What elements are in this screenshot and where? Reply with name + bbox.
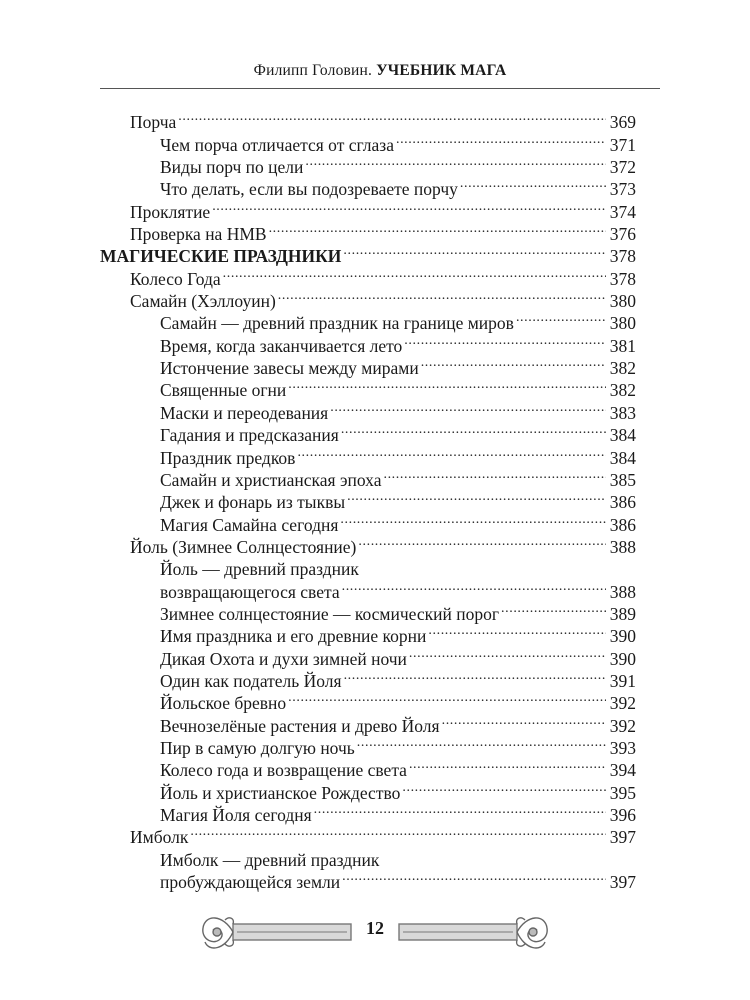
- toc-entry-page: 397: [609, 872, 636, 893]
- toc-entry-title: Виды порч по цели: [160, 157, 304, 178]
- toc-entry-title: Колесо Года: [130, 268, 221, 289]
- toc-entry-page: 384: [609, 425, 636, 446]
- dot-leader: [223, 262, 606, 284]
- header-book-title: УЧЕБНИК МАГА: [376, 62, 507, 79]
- dot-leader: [428, 620, 606, 642]
- dot-leader: [314, 799, 606, 821]
- dot-leader: [501, 598, 606, 620]
- dot-leader: [178, 106, 606, 128]
- toc-entry-page: 380: [609, 313, 636, 334]
- toc-entry-page: 388: [609, 581, 636, 602]
- toc-entry-title: Один как податель Йоля: [160, 670, 342, 691]
- toc-entry-title: Зимнее солнцестояние — космический порог: [160, 603, 500, 624]
- toc-entry-title: Чем порча отличается от сглаза: [160, 134, 394, 155]
- toc-entry-title: Магия Самайна сегодня: [160, 514, 339, 535]
- toc-entry-page: 380: [609, 291, 636, 312]
- toc-entry-title: Самайн и христианская эпоха: [160, 469, 382, 490]
- dot-leader: [305, 151, 606, 173]
- toc-entry-page: 388: [609, 536, 636, 557]
- toc-entry-page: 378: [609, 246, 636, 267]
- dot-leader: [330, 396, 606, 418]
- dot-leader: [409, 754, 606, 776]
- ornament-left-icon: [195, 900, 355, 964]
- dot-leader: [212, 195, 606, 217]
- ornament-right-icon: [395, 900, 555, 964]
- toc-entry-page: 397: [609, 827, 636, 848]
- toc-entry-page: 374: [609, 201, 636, 222]
- toc-entry-page: 373: [609, 179, 636, 200]
- dot-leader: [347, 486, 606, 508]
- toc-entry-title: Истончение завесы между мирами: [160, 358, 419, 379]
- toc-entry: [100, 106, 636, 133]
- toc-entry-title: возвращающегося света: [160, 581, 340, 602]
- page-number: 12: [366, 918, 384, 938]
- dot-leader: [342, 575, 606, 597]
- toc-entry-page: 383: [609, 402, 636, 423]
- dot-leader: [343, 240, 606, 262]
- toc-entry-page: 396: [609, 805, 636, 825]
- toc-entry-title: Время, когда заканчивается лето: [160, 335, 403, 356]
- toc-entry-page: 385: [609, 469, 636, 490]
- toc-entry-page: 390: [609, 626, 636, 647]
- toc-entry-title: Йоль (Зимнее Солнцестояние): [130, 536, 357, 557]
- dot-leader: [396, 128, 606, 150]
- dot-leader: [342, 866, 606, 888]
- toc-entry-page: 392: [609, 715, 636, 736]
- dot-leader: [278, 285, 606, 307]
- toc-entry-title: Имболк: [130, 827, 189, 848]
- page-footer: [195, 900, 555, 964]
- dot-leader: [404, 329, 606, 351]
- toc-entry-page: 382: [609, 358, 636, 379]
- toc-entry-title: пробуждающейся земли: [160, 872, 341, 893]
- toc-entry-title: Самайн — древний праздник на границе миров: [160, 313, 514, 334]
- toc-entry-page: 384: [609, 447, 636, 468]
- dot-leader: [341, 419, 606, 441]
- toc-entry-page: 393: [609, 737, 636, 758]
- dot-leader: [357, 732, 606, 754]
- toc-entry-title: Проверка на НМВ: [130, 224, 267, 245]
- dot-leader: [269, 218, 606, 240]
- toc-entry-title: Имболк — древний праздник: [160, 849, 380, 870]
- toc-entry-title: Йоль и христианское Рождество: [160, 782, 401, 803]
- dot-leader: [288, 687, 606, 709]
- toc-entry-title: МАГИЧЕСКИЕ ПРАЗДНИКИ: [100, 246, 342, 267]
- toc-entry-title: Пир в самую долгую ночь: [160, 737, 355, 758]
- toc-entry-title: Йоль — древний праздник: [160, 559, 359, 580]
- toc-entry-page: 381: [609, 335, 636, 356]
- table-of-contents: [100, 106, 636, 893]
- toc-entry-page: 392: [609, 693, 636, 714]
- toc-entry-page: 389: [609, 603, 636, 624]
- toc-entry-page: 386: [609, 492, 636, 513]
- toc-entry-title: Праздник предков: [160, 447, 296, 468]
- toc-entry-page: 376: [609, 224, 636, 245]
- toc-entry-page: 391: [609, 670, 636, 691]
- dot-leader: [190, 821, 606, 843]
- dot-leader: [402, 776, 606, 798]
- toc-entry: [100, 128, 636, 155]
- dot-leader: [460, 173, 606, 195]
- toc-entry-page: 369: [609, 112, 636, 133]
- toc-entry-title: Маски и переодевания: [160, 402, 329, 423]
- dot-leader: [409, 642, 606, 664]
- toc-entry-title: Священные огни: [160, 380, 287, 401]
- dot-leader: [361, 553, 606, 575]
- toc-entry-title: Гадания и предсказания: [160, 425, 339, 446]
- toc-entry-title: Порча: [130, 112, 177, 133]
- toc-entry-title: Самайн (Хэллоуин): [130, 291, 276, 312]
- header-author: Филипп Головин.: [253, 62, 373, 79]
- toc-entry-page: 378: [609, 268, 636, 289]
- toc-entry-title: Джек и фонарь из тыквы: [160, 492, 346, 513]
- dot-leader: [288, 374, 606, 396]
- dot-leader: [297, 441, 606, 463]
- toc-entry-title: Колесо года и возвращение света: [160, 760, 407, 781]
- toc-entry-page: 386: [609, 514, 636, 535]
- dot-leader: [421, 352, 606, 374]
- toc-entry-title: Магия Йоля сегодня: [160, 805, 312, 825]
- toc-entry-title: Проклятие: [130, 201, 211, 222]
- toc-entry-title: Что делать, если вы подозреваете порчу: [160, 179, 458, 200]
- running-header: [100, 62, 660, 80]
- dot-leader: [381, 843, 606, 865]
- toc-entry-title: Имя праздника и его древние корни: [160, 626, 427, 647]
- dot-leader: [358, 531, 606, 553]
- toc-entry-page: 394: [609, 760, 636, 781]
- toc-entry-page: 382: [609, 380, 636, 401]
- header-rule: [100, 88, 660, 89]
- dot-leader: [442, 709, 606, 731]
- dot-leader: [340, 508, 606, 530]
- toc-entry-page: 372: [609, 157, 636, 178]
- dot-leader: [383, 464, 606, 486]
- toc-entry-page: 395: [609, 782, 636, 803]
- dot-leader: [516, 307, 606, 329]
- dot-leader: [344, 665, 606, 687]
- toc-entry-page: 371: [609, 134, 636, 155]
- toc-entry-title: Йольское бревно: [160, 693, 287, 714]
- toc-entry-title: Дикая Охота и духи зимней ночи: [160, 648, 407, 669]
- toc-entry-title: Вечнозелёные растения и древо Йоля: [160, 715, 440, 736]
- toc-entry-page: 390: [609, 648, 636, 669]
